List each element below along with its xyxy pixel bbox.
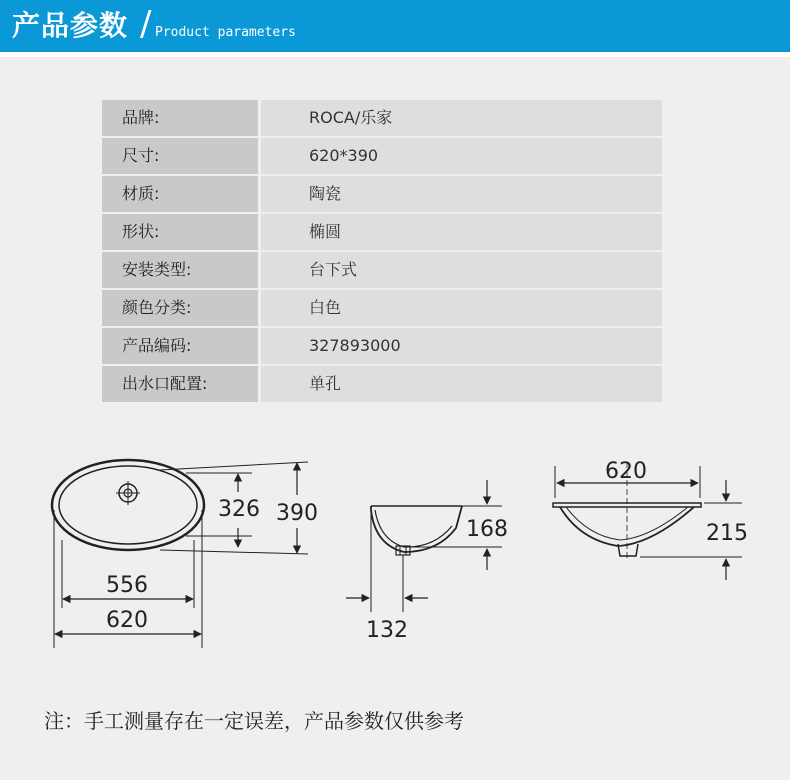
header-divider — [0, 52, 790, 57]
spec-value: 白色 — [261, 290, 662, 326]
spec-row-outlet — [102, 366, 662, 402]
dim-outer-depth-label: 390 — [276, 501, 318, 526]
spec-label: 安装类型: — [102, 252, 258, 288]
spec-label: 尺寸: — [102, 138, 258, 174]
disclaimer-note: 注：手工测量存在一定误差，产品参数仅供参考 — [44, 709, 464, 733]
spec-row-product-code — [102, 328, 662, 364]
dim-front-height-label: 215 — [706, 521, 748, 546]
spec-value: 陶瓷 — [261, 176, 662, 212]
drain-icon — [116, 481, 140, 505]
spec-label: 产品编码: — [102, 328, 258, 364]
spec-row-brand — [102, 100, 662, 136]
spec-label: 材质: — [102, 176, 258, 212]
dim-front-width-label: 620 — [605, 459, 647, 484]
title-slash: / — [140, 4, 152, 44]
spec-value: 327893000 — [261, 328, 662, 364]
spec-value: ROCA/乐家 — [261, 100, 662, 136]
dim-drain-offset-label: 132 — [366, 618, 408, 643]
spec-label: 形状: — [102, 214, 258, 250]
spec-value: 台下式 — [261, 252, 662, 288]
dim-side-height-label: 168 — [466, 517, 508, 542]
spec-row-size — [102, 138, 662, 174]
spec-value: 单孔 — [261, 366, 662, 402]
dimension-drawings — [0, 440, 790, 670]
side-view-drawing — [346, 480, 502, 612]
spec-label: 出水口配置: — [102, 366, 258, 402]
dim-outer-width-label: 620 — [106, 608, 148, 633]
dim-inner-width-label: 556 — [106, 573, 148, 598]
spec-row-install-type — [102, 252, 662, 288]
spec-value: 椭圆 — [261, 214, 662, 250]
spec-label: 颜色分类: — [102, 290, 258, 326]
spec-row-shape — [102, 214, 662, 250]
spec-row-material — [102, 176, 662, 212]
spec-label: 品牌: — [102, 100, 258, 136]
dim-inner-depth-label: 326 — [218, 497, 260, 522]
top-view-drawing — [52, 460, 308, 648]
page-subtitle: Product parameters — [155, 25, 296, 40]
spec-table — [102, 100, 662, 404]
page-title: 产品参数 — [12, 9, 129, 42]
spec-row-color — [102, 290, 662, 326]
spec-value: 620*390 — [261, 138, 662, 174]
